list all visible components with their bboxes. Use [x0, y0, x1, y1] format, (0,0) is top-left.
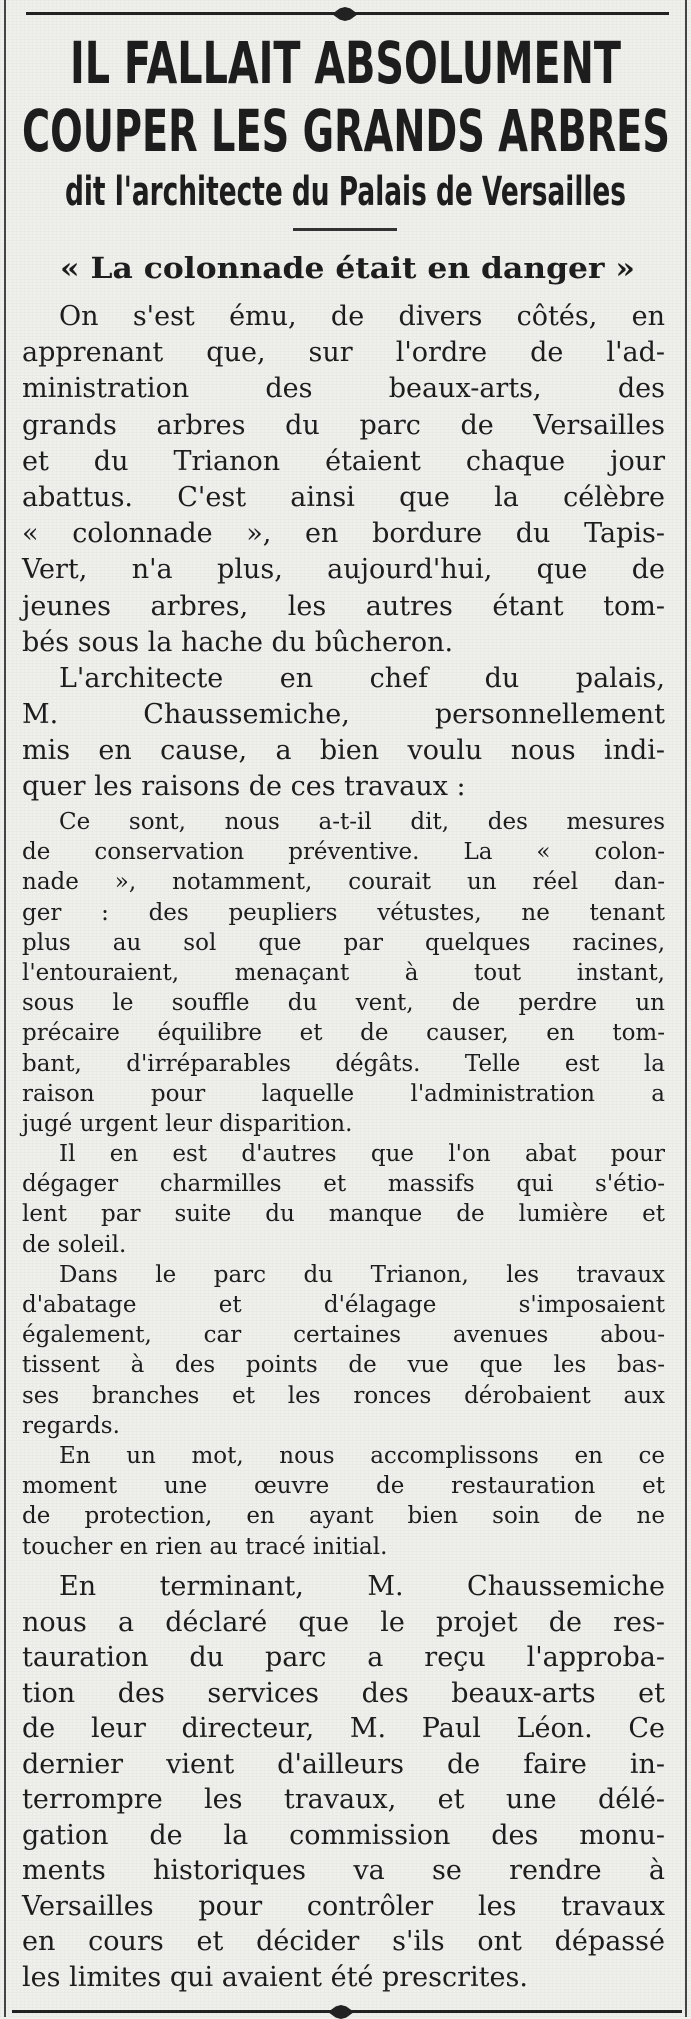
- paragraph: [22, 1441, 665, 1562]
- text-line: [22, 1018, 665, 1048]
- text-line-content: d'abatage et d'élagage s'imposaient: [22, 1292, 665, 1318]
- text-line-content: de conservation préventive. La « colon-: [22, 839, 665, 866]
- article-section: [22, 1569, 665, 1995]
- text-line: [22, 552, 665, 588]
- paragraph: [22, 1569, 665, 1995]
- text-line: [22, 1471, 665, 1501]
- text-line-content: jeunes arbres, les autres étant tom-: [22, 590, 665, 622]
- paragraph: [22, 807, 665, 1139]
- paragraph: [22, 661, 665, 806]
- text-line-content: plus au sol que par quelques racines,: [22, 929, 665, 956]
- text-line: [22, 516, 665, 552]
- text-line: [22, 1411, 665, 1441]
- text-line-content: tion des services des beaux-arts et: [22, 1677, 665, 1709]
- subheadline: dit l'architecte du Palais de Versailles: [65, 169, 626, 215]
- text-line-content: tissent à des points de vue que les bas-: [22, 1352, 665, 1379]
- text-line: [22, 1747, 665, 1783]
- text-line: [22, 1853, 665, 1889]
- section-divider: [293, 228, 397, 231]
- text-line: [22, 408, 665, 444]
- text-line-content: nade », notamment, courait un réel dan-: [22, 869, 665, 896]
- text-line: [22, 299, 665, 335]
- text-line-content: et du Trianon étaient chaque jour: [22, 445, 665, 477]
- text-line: [22, 1169, 665, 1199]
- text-line-content: de leur directeur, M. Paul Léon. Ce: [22, 1713, 665, 1744]
- text-line: [22, 625, 665, 661]
- text-line-content: apprenant que, sur l'ordre de l'ad-: [22, 337, 665, 369]
- text-line-content: En terminant, M. Chaussemiche: [59, 1571, 665, 1602]
- text-line: [22, 1889, 665, 1925]
- text-line: [22, 1350, 665, 1380]
- text-line: [22, 1818, 665, 1854]
- text-line-content: ministration des beaux-arts, des: [22, 373, 665, 405]
- text-line-content: Vert, n'a plus, aujourd'hui, que de: [22, 554, 665, 586]
- text-line: [22, 958, 665, 988]
- text-line: [22, 1230, 665, 1260]
- text-line: [22, 1049, 665, 1079]
- text-line: [22, 1139, 665, 1169]
- text-line-content: en cours et décider s'ils ont dépassé: [22, 1926, 665, 1957]
- text-line-content: raison pour laquelle l'administration a: [22, 1080, 665, 1107]
- text-line-content: ger : des peupliers vétustes, ne tenant: [22, 899, 665, 926]
- text-line-content: En un mot, nous accomplissons en ce: [59, 1442, 665, 1469]
- text-line: [22, 1501, 665, 1531]
- text-line-content: gation de la commission des monu-: [22, 1819, 665, 1851]
- text-line-content: bés sous la hache du bûcheron.: [22, 626, 454, 658]
- text-line-content: Dans le parc du Trianon, les travaux: [59, 1261, 665, 1288]
- text-line: [22, 733, 665, 769]
- text-line: [22, 1441, 665, 1471]
- text-line: [22, 1924, 665, 1960]
- text-line: [22, 1260, 665, 1290]
- text-line-content: ses branches et les ronces dérobaient aux: [22, 1382, 665, 1409]
- text-line: [22, 898, 665, 928]
- text-line: [22, 444, 665, 480]
- text-line-content: jugé urgent leur disparition.: [22, 1110, 353, 1137]
- text-line-content: moment une œuvre de restauration et: [22, 1473, 665, 1500]
- text-line-content: mis en cause, a bien voulu nous indi-: [22, 735, 665, 767]
- text-line-content: abattus. C'est ainsi que la célèbre: [22, 481, 665, 513]
- text-line-content: tauration du parc a reçu l'approba-: [22, 1642, 665, 1673]
- text-line-content: regards.: [22, 1412, 120, 1439]
- text-line-content: précaire équilibre et de causer, en tom-: [22, 1020, 665, 1047]
- text-line-content: l'entouraient, menaçant à tout instant,: [22, 959, 665, 986]
- text-line: [22, 1960, 665, 1996]
- text-line: [22, 837, 665, 867]
- text-line-content: On s'est ému, de divers côtés, en: [59, 301, 665, 332]
- text-line: [22, 1676, 665, 1712]
- text-line-content: M. Chaussemiche, personnellement: [22, 699, 665, 731]
- text-line: [22, 1605, 665, 1641]
- text-line: [22, 1640, 665, 1676]
- text-line: [22, 769, 665, 805]
- headline-block: [0, 0, 691, 300]
- text-line: [22, 1532, 665, 1562]
- text-line-content: ments historiques va se rendre à: [22, 1855, 665, 1886]
- text-line: [22, 480, 665, 516]
- text-line: [22, 807, 665, 837]
- text-line-content: sous le souffle du vent, de perdre un: [22, 990, 665, 1017]
- right-border: [685, 0, 687, 2017]
- text-line-content: Versailles pour contrôler les travaux: [22, 1890, 665, 1922]
- paragraph: [22, 1139, 665, 1260]
- text-line: [22, 988, 665, 1018]
- text-line-content: Ce sont, nous a-t-il dit, des mesures: [59, 809, 665, 835]
- text-line-content: Il en est d'autres que l'on abat pour: [59, 1141, 665, 1168]
- text-line: [22, 335, 665, 371]
- text-line-content: toucher en rien au tracé initial.: [22, 1533, 388, 1560]
- text-line-content: nous a déclaré que le projet de res-: [22, 1606, 665, 1638]
- text-line-content: grands arbres du parc de Versailles: [22, 409, 665, 441]
- headline-line-2: COUPER LES GRANDS ARBRES: [22, 97, 670, 165]
- text-line-content: de soleil.: [22, 1231, 127, 1258]
- text-line-content: terrompre les travaux, et une délé-: [22, 1784, 665, 1815]
- text-line-content: de protection, en ayant bien soin de ne: [22, 1503, 665, 1530]
- text-line: [22, 1109, 665, 1139]
- text-line: [22, 1290, 665, 1320]
- left-border: [4, 0, 6, 2017]
- text-line-content: quer les raisons de ces travaux :: [22, 771, 466, 803]
- text-line-content: dégager charmilles et massifs qui s'étio-: [22, 1171, 665, 1198]
- text-line-content: également, car certaines avenues abou-: [22, 1322, 665, 1349]
- text-line-content: L'architecte en chef du palais,: [59, 662, 665, 694]
- text-line: [22, 1569, 665, 1605]
- text-line: [22, 1782, 665, 1818]
- text-line: [22, 1320, 665, 1350]
- article-section: [22, 807, 665, 1562]
- paragraph: [22, 1260, 665, 1441]
- text-line: [22, 1199, 665, 1229]
- text-line: [22, 661, 665, 697]
- text-line: [22, 1381, 665, 1411]
- text-line: [22, 589, 665, 625]
- text-line: [22, 697, 665, 733]
- text-line-content: dernier vient d'ailleurs de faire in-: [22, 1748, 665, 1780]
- text-line: [22, 928, 665, 958]
- article-section: [22, 299, 665, 806]
- text-line: [22, 867, 665, 897]
- text-line-content: les limites qui avaient été prescrites.: [22, 1961, 528, 1993]
- paragraph: [22, 299, 665, 661]
- text-line-content: bant, d'irréparables dégâts. Telle est la: [22, 1050, 665, 1077]
- text-line: [22, 371, 665, 407]
- text-line: [22, 1711, 665, 1747]
- text-line: [22, 1079, 665, 1109]
- article-heading-quote: « La colonnade était en danger »: [60, 251, 635, 285]
- headline-line-1: IL FALLAIT ABSOLUMENT: [70, 29, 622, 97]
- text-line-content: « colonnade », en bordure du Tapis-: [22, 518, 665, 550]
- text-line-content: lent par suite du manque de lumière et: [22, 1201, 665, 1228]
